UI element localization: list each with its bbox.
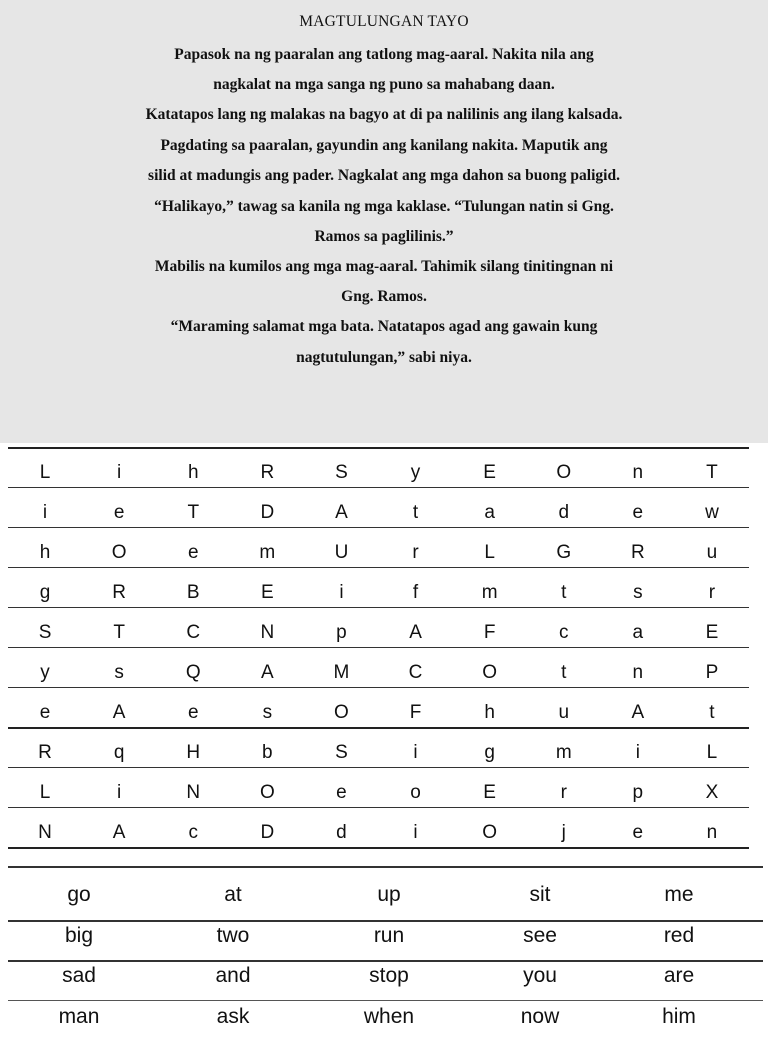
letter-cell: t bbox=[709, 702, 715, 723]
story-panel bbox=[0, 0, 768, 443]
story-line: “Maraming salamat mga bata. Natatapos agad ang gawain kung bbox=[170, 318, 598, 335]
story-line: nagtutulungan,” sabi niya. bbox=[296, 349, 472, 366]
letter-cell: L bbox=[706, 742, 718, 763]
letter-cell: A bbox=[409, 622, 422, 643]
letter-cell: N bbox=[186, 782, 201, 803]
letter-cell: i bbox=[42, 502, 48, 523]
letter-cell: a bbox=[632, 622, 644, 643]
letter-cell: T bbox=[187, 502, 200, 523]
word-list-table bbox=[0, 866, 768, 1028]
letter-cell: d bbox=[558, 502, 570, 523]
letter-grid-row bbox=[8, 493, 749, 533]
letter-cell: L bbox=[39, 782, 51, 803]
letter-cell: P bbox=[705, 662, 719, 683]
letter-cell: j bbox=[561, 822, 566, 843]
letter-grid-row bbox=[8, 613, 749, 653]
letter-cell: O bbox=[259, 782, 275, 803]
letter-cell: Q bbox=[185, 662, 201, 683]
word-cell: red bbox=[663, 924, 695, 947]
letter-cell: i bbox=[413, 742, 418, 763]
letter-cell: L bbox=[484, 542, 495, 563]
letter-cell: C bbox=[186, 622, 201, 643]
story-line: Gng. Ramos. bbox=[341, 288, 427, 305]
letter-cell: e bbox=[632, 502, 644, 523]
word-cell: ask bbox=[216, 1005, 250, 1028]
letter-cell: i bbox=[339, 582, 344, 603]
story-line: silid at madungis ang pader. Nagkalat ang mga dahon sa buong paligid. bbox=[148, 167, 620, 184]
word-table-divider bbox=[8, 866, 763, 868]
letter-cell: p bbox=[336, 622, 347, 643]
letter-grid-row bbox=[8, 733, 749, 773]
word-cell: when bbox=[363, 1005, 415, 1028]
word-cell: see bbox=[523, 924, 557, 947]
letter-cell: A bbox=[631, 702, 645, 723]
letter-cell: u bbox=[706, 542, 718, 563]
letter-cell: E bbox=[483, 782, 496, 803]
letter-cell: a bbox=[484, 502, 495, 523]
letter-cell: R bbox=[630, 542, 645, 563]
letter-cell: X bbox=[705, 782, 719, 803]
story-line: Mabilis na kumilos ang mga mag-aaral. Tahimik silang tinitingnan ni bbox=[154, 258, 614, 275]
letter-cell: T bbox=[706, 462, 718, 483]
word-cell: now bbox=[520, 1005, 560, 1028]
letter-cell: R bbox=[112, 582, 126, 603]
letter-grid-row bbox=[8, 813, 749, 853]
letter-cell: N bbox=[38, 822, 52, 843]
letter-cell: s bbox=[262, 702, 273, 723]
word-cell: run bbox=[373, 924, 405, 947]
word-cell: are bbox=[663, 964, 695, 987]
word-row bbox=[0, 997, 768, 1037]
letter-cell: s bbox=[114, 662, 124, 683]
word-row bbox=[0, 956, 768, 996]
letter-cell: N bbox=[260, 622, 275, 643]
letter-grid-row bbox=[8, 653, 749, 693]
letter-cell: A bbox=[335, 502, 348, 523]
letter-cell: e bbox=[187, 702, 199, 723]
letter-cell: A bbox=[112, 702, 126, 723]
letter-cell: g bbox=[39, 582, 51, 603]
story-line: nagkalat na mga sanga ng puno sa mahabang daan. bbox=[213, 76, 555, 93]
letter-cell: n bbox=[632, 462, 644, 483]
letter-cell: y bbox=[410, 462, 421, 483]
letter-cell: T bbox=[113, 622, 125, 643]
letter-cell: e bbox=[39, 702, 51, 723]
letter-cell: m bbox=[259, 542, 276, 563]
letter-cell: w bbox=[705, 502, 719, 523]
letter-grid-row bbox=[8, 773, 749, 813]
letter-cell: h bbox=[484, 702, 495, 723]
letter-cell: m bbox=[555, 742, 572, 763]
letter-cell: R bbox=[38, 742, 52, 763]
letter-cell: S bbox=[335, 742, 348, 763]
letter-cell: A bbox=[112, 822, 126, 843]
letter-cell: B bbox=[186, 582, 200, 603]
word-cell: sit bbox=[529, 883, 551, 906]
word-cell: at bbox=[224, 883, 242, 906]
story-line: “Halikayo,” tawag sa kanila ng mga kaklase. “Tulungan natin si Gng. bbox=[154, 198, 614, 215]
word-cell: go bbox=[67, 883, 91, 906]
letter-cell: t bbox=[412, 502, 419, 523]
word-cell: up bbox=[377, 883, 401, 906]
letter-cell: F bbox=[409, 702, 422, 723]
letter-cell: F bbox=[483, 622, 496, 643]
letter-cell: S bbox=[38, 622, 52, 643]
letter-cell: A bbox=[261, 662, 274, 683]
word-cell: sad bbox=[62, 964, 96, 987]
letter-cell: q bbox=[113, 742, 125, 763]
letter-cell: U bbox=[334, 542, 349, 563]
letter-cell: c bbox=[559, 622, 569, 643]
letter-cell: n bbox=[632, 662, 644, 683]
letter-cell: o bbox=[410, 782, 421, 803]
letter-cell: e bbox=[113, 502, 125, 523]
letter-cell: f bbox=[412, 582, 419, 603]
letter-cell: E bbox=[705, 622, 719, 643]
letter-cell: r bbox=[412, 542, 419, 563]
story-line: Ramos sa paglilinis.” bbox=[314, 228, 454, 245]
letter-cell: S bbox=[335, 462, 348, 483]
letter-grid-row bbox=[8, 453, 749, 493]
word-cell: man bbox=[58, 1005, 100, 1028]
letter-cell: O bbox=[334, 702, 349, 723]
letter-cell: H bbox=[186, 742, 201, 763]
letter-cell: L bbox=[39, 462, 51, 483]
letter-cell: C bbox=[408, 662, 423, 683]
letter-cell: i bbox=[635, 742, 640, 763]
story-line: Pagdating sa paaralan, gayundin ang kanilang nakita. Maputik ang bbox=[160, 137, 608, 154]
word-row bbox=[0, 916, 768, 956]
word-cell: you bbox=[523, 964, 557, 987]
letter-grid-row bbox=[8, 573, 749, 613]
word-cell: two bbox=[216, 924, 250, 947]
letter-cell: D bbox=[260, 502, 275, 523]
letter-cell: h bbox=[39, 542, 51, 563]
letter-cell: d bbox=[336, 822, 347, 843]
word-cell: me bbox=[664, 883, 694, 906]
letter-cell: n bbox=[706, 822, 718, 843]
letter-cell: i bbox=[117, 782, 122, 803]
letter-cell: e bbox=[187, 542, 199, 563]
letter-cell: g bbox=[484, 742, 495, 763]
letter-grid-row bbox=[8, 693, 749, 733]
letter-cell: p bbox=[632, 782, 644, 803]
word-cell: him bbox=[662, 1005, 696, 1028]
word-cell: stop bbox=[369, 964, 409, 987]
letter-cell: O bbox=[482, 662, 498, 683]
letter-cell: c bbox=[188, 822, 198, 843]
letter-cell: b bbox=[262, 742, 273, 763]
letter-cell: i bbox=[117, 462, 122, 483]
letter-cell: m bbox=[481, 582, 498, 603]
letter-cell: E bbox=[261, 582, 274, 603]
story-title: MAGTULUNGAN TAYO bbox=[299, 13, 469, 30]
word-row bbox=[0, 875, 768, 915]
word-cell: and bbox=[215, 964, 251, 987]
letter-cell: M bbox=[333, 662, 350, 683]
letter-cell: y bbox=[40, 662, 50, 683]
letter-cell: O bbox=[482, 822, 498, 843]
letter-cell: G bbox=[556, 542, 572, 563]
letter-cell: r bbox=[708, 582, 716, 603]
letter-cell: h bbox=[187, 462, 199, 483]
letter-cell: R bbox=[260, 462, 275, 483]
letter-grid-row bbox=[8, 533, 749, 573]
story-line: Papasok na ng paaralan ang tatlong mag-aaral. Nakita nila ang bbox=[174, 46, 594, 63]
letter-cell: i bbox=[413, 822, 418, 843]
letter-cell: E bbox=[483, 462, 496, 483]
letter-cell: O bbox=[556, 462, 572, 483]
letter-cell: r bbox=[560, 782, 567, 803]
letter-cell: u bbox=[558, 702, 570, 723]
letter-cell: D bbox=[260, 822, 275, 843]
letter-cell: e bbox=[336, 782, 347, 803]
word-cell: big bbox=[64, 924, 94, 947]
letter-cell: t bbox=[561, 582, 567, 603]
grid-divider bbox=[8, 447, 749, 449]
letter-cell: s bbox=[633, 582, 643, 603]
letter-cell: O bbox=[111, 542, 127, 563]
story-line: Katatapos lang ng malakas na bagyo at di pa nalilinis ang ilang kalsada. bbox=[145, 106, 623, 123]
letter-cell: e bbox=[632, 822, 644, 843]
letter-cell: t bbox=[561, 662, 567, 683]
